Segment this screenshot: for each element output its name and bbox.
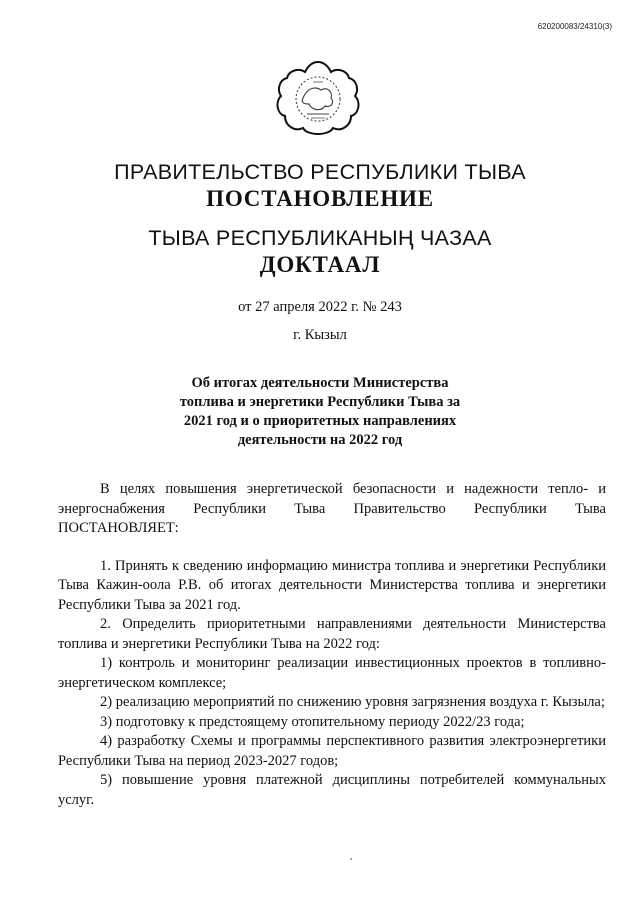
decree-item: 1. Принять к сведению информацию министра топлива и энергетики Республики Тыва Кажин-оола Р.В. об итогах деятельности Министерства топлива и энергетики Республики Тыва за 2021 год. <box>58 557 606 613</box>
decree-title <box>150 374 490 450</box>
decree-item: 2. Определить приоритетными направлениями деятельности Министерства топлива и энергетики Республики Тыва на 2022 год: <box>58 616 606 652</box>
decree-title-line: топлива и энергетики Республики Тыва за <box>179 394 461 410</box>
decree-date-number: от 27 апреля 2022 г. № 243 <box>238 299 402 315</box>
government-name-ru: ПРАВИТЕЛЬСТВО РЕСПУБЛИКИ ТЫВА <box>114 160 526 184</box>
decree-item: 3) подготовку к предстоящему отопительному периоду 2022/23 года; <box>100 713 525 730</box>
decree-heading-tyv: ДОКТААЛ <box>259 252 381 277</box>
decree-item: 5) повышение уровня платежной дисциплины потребителей коммунальных услуг. <box>58 772 606 808</box>
tuva-coat-of-arms-icon <box>273 58 363 142</box>
decree-item: 2) реализацию мероприятий по снижению уровня загрязнения воздуха г. Кызыла; <box>100 694 605 710</box>
scan-speck <box>350 858 352 860</box>
decree-title-line: Об итогах деятельности Министерства <box>191 375 449 391</box>
preamble-paragraph: В целях повышения энергетической безопасности и надежности тепло- и энергоснабжения Республики Тыва Правительство Республики Тыва ПОСТАНОВЛЯЕТ: <box>58 481 606 536</box>
document-code: 620200083/24310(3) <box>537 22 612 31</box>
government-name-tyv: ТЫВА РЕСПУБЛИКАНЫҢ ЧАЗАА <box>148 226 492 250</box>
decree-title-line: 2021 год и о приоритетных направлениях <box>183 413 457 429</box>
decree-title-line: деятельности на 2022 год <box>237 432 403 448</box>
decree-city: г. Кызыл <box>293 327 347 343</box>
decree-body <box>58 480 606 810</box>
decree-item: 1) контроль и мониторинг реализации инвестиционных проектов в топливно-энергетическом комплексе; <box>58 655 606 691</box>
decree-item: 4) разработку Схемы и программы перспективного развития электроэнергетики Республики Тыва на период 2023-2027 годов; <box>58 733 606 769</box>
decree-heading-ru: ПОСТАНОВЛЕНИЕ <box>206 186 434 211</box>
